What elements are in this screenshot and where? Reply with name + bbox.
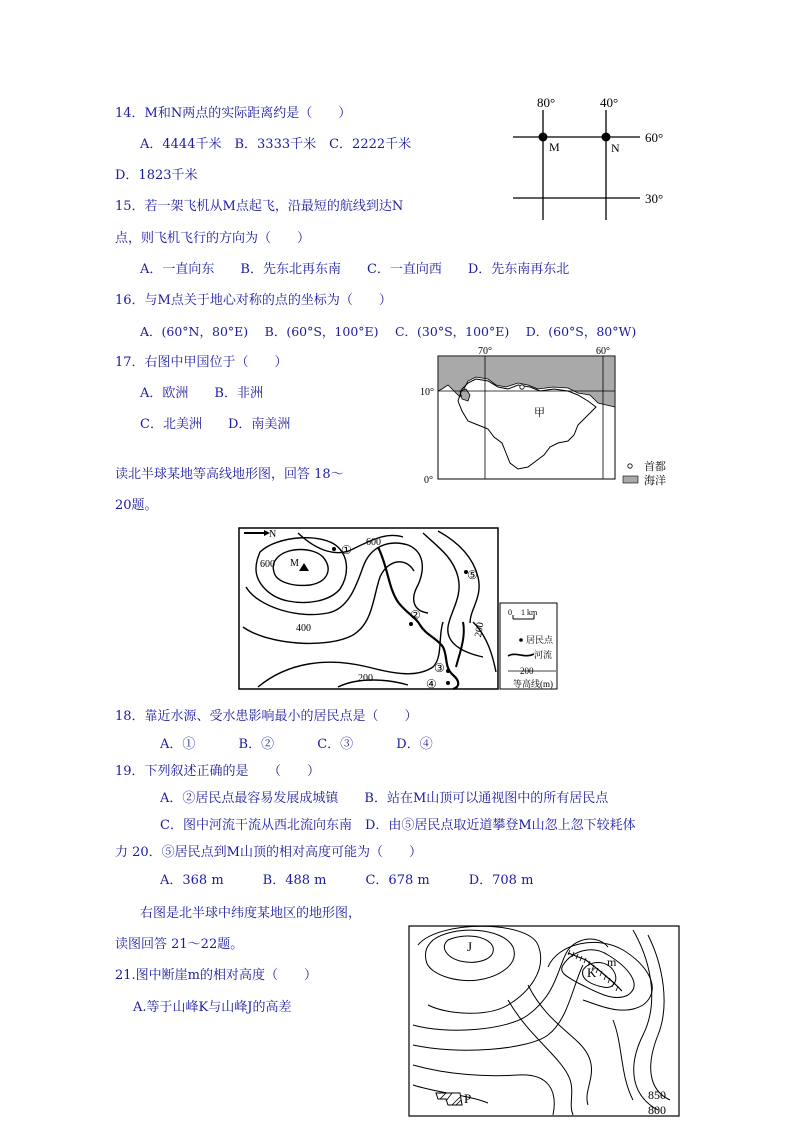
contour-200-a: 200 — [358, 673, 373, 684]
place-p-label: P — [464, 1091, 472, 1106]
settlement-1-label: ① — [341, 543, 352, 557]
q15-options: A．一直向东 B．先东北再东南 C．一直向西 D．先东南再东北 — [140, 262, 570, 277]
lat-label-10: 10° — [420, 387, 434, 398]
contour-map-figure-1 — [238, 527, 558, 692]
q17-options-line2: C．北美洲 D．南美洲 — [140, 417, 291, 432]
legend-ocean-label: 海洋 — [644, 475, 666, 487]
contour-400: 400 — [296, 623, 311, 634]
q16-stem: 16．与M点关于地心对称的点的坐标为（ ） — [115, 293, 392, 308]
q14-options: A．4444千米 B．3333千米 C．2222千米 — [140, 137, 412, 152]
country-label: 甲 — [534, 407, 545, 419]
intro-18-line1: 读北半球某地等高线地形图，回答 18～ — [115, 467, 344, 482]
legend-contour-value: 200 — [520, 666, 534, 676]
legend-settlement-icon — [519, 638, 523, 642]
legend-capital-icon — [628, 464, 632, 468]
q16-options: A．(60°N，80°E) B．(60°S，100°E) C．(30°S，100°E) D．(60°S，80°W) — [140, 324, 637, 339]
q19-options-cd: C．图中河流干流从西北流向东南 D．由⑤居民点取近道攀登M山忽上忽下较耗体 — [160, 818, 636, 833]
intro-18-line2: 20题。 — [115, 498, 158, 513]
q19-stem: 19．下列叙述正确的是 （ ） — [115, 764, 321, 779]
legend-ocean-icon — [623, 476, 638, 483]
lat-label-60: 60° — [645, 130, 664, 145]
q14-stem: 14．M和N两点的实际距离约是（ ） — [115, 106, 352, 121]
settlement-2-label: ② — [410, 608, 421, 622]
cliff-m-label: m — [607, 955, 617, 969]
country-map-figure — [418, 345, 698, 485]
settlement-3-label: ③ — [434, 661, 445, 675]
contour-map-figure-2 — [408, 925, 683, 1120]
peak-m-label: M — [290, 558, 299, 569]
legend-river-label: 河流 — [534, 650, 553, 660]
contour-800-label: 800 — [648, 1103, 666, 1117]
q14-option-d: D．1823千米 — [115, 168, 198, 183]
contour-600-b: 600 — [260, 559, 275, 570]
lon-label-70: 70° — [478, 346, 492, 357]
scale-zero: 0 — [508, 608, 512, 617]
point-m-label: M — [549, 140, 560, 154]
q19-continuation: 力 20．⑤居民点到M山顶的相对高度可能为（ ） — [115, 845, 422, 860]
lat-label-30: 30° — [645, 191, 664, 206]
q19-options-ab: A．②居民点最容易发展成城镇 B．站在M山顶可以通视图中的所有居民点 — [160, 791, 609, 806]
q21-option-a: A.等于山峰K与山峰J的高差 — [133, 1000, 292, 1015]
legend-contour-label: 等高线(m) — [513, 679, 553, 689]
lon-label-80: 80° — [537, 95, 556, 110]
capital-marker — [520, 385, 524, 389]
q21-stem: 21.图中断崖m的相对高度（ ） — [115, 968, 318, 983]
intro-21-line1: 右图是北半球中纬度某地区的地形图， — [140, 906, 362, 921]
point-n-label: N — [611, 141, 620, 155]
intro-21-line2: 读图回答 21～22题。 — [115, 937, 244, 952]
q17-stem: 17．右图中甲国位于（ ） — [115, 355, 288, 370]
contour-200-b: 200 — [473, 621, 487, 639]
contour-850-label: 850 — [648, 1088, 666, 1102]
lon-label-60-map: 60° — [596, 346, 610, 357]
peak-k-label: K — [587, 965, 597, 980]
q15-stem-line2: 点，则飞机飞行的方向为（ ） — [115, 231, 311, 246]
contour-600-a: 600 — [366, 537, 381, 548]
north-label: N — [269, 529, 277, 540]
q20-options: A．368 m B．488 m C．678 m D．708 m — [160, 873, 534, 888]
point-n-marker — [602, 133, 611, 142]
lon-label-40: 40° — [600, 95, 619, 110]
q18-options: A．① B．② C．③ D．④ — [160, 737, 433, 752]
q17-options-line1: A．欧洲 B．非洲 — [140, 386, 263, 401]
q18-stem: 18．靠近水源、受水患影响最小的居民点是（ ） — [115, 709, 418, 724]
peak-j-label: J — [467, 939, 473, 954]
legend-settlement-label: 居民点 — [526, 635, 554, 645]
scale-1km: 1 km — [521, 608, 538, 617]
lat-label-0: 0° — [424, 475, 433, 486]
settlement-5-label: ⑤ — [467, 568, 478, 582]
lat-lon-grid-figure — [505, 95, 675, 230]
q15-stem-line1: 15．若一架飞机从M点起飞，沿最短的航线到达N — [115, 199, 404, 214]
point-m-marker — [539, 133, 548, 142]
legend-capital-label: 首都 — [644, 461, 666, 473]
settlement-4-label: ④ — [426, 677, 437, 691]
